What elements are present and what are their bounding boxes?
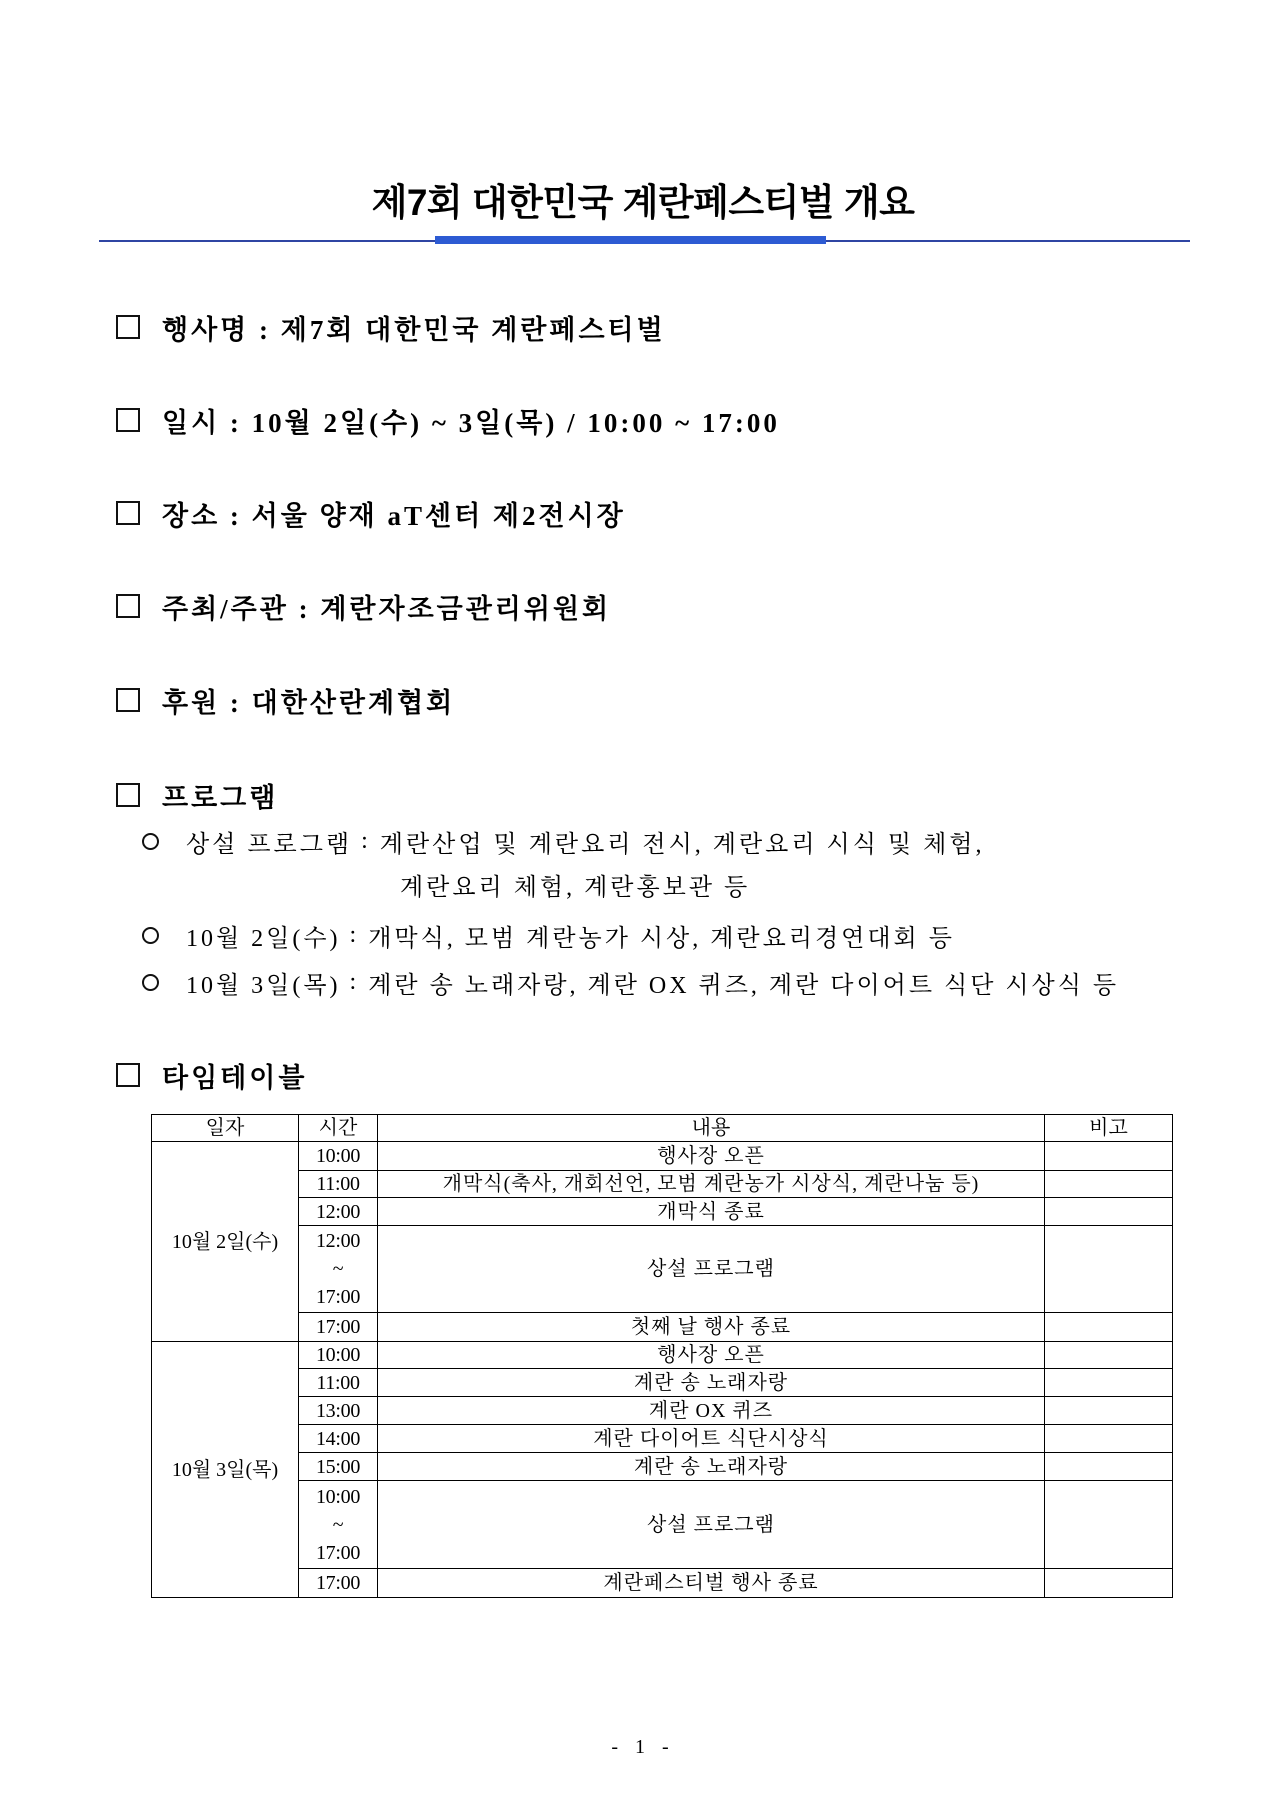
section-text: 주최/주관 : 계란자조금관리위원회 bbox=[162, 593, 612, 624]
note-cell bbox=[1045, 1569, 1173, 1598]
time-start: 12:00 bbox=[315, 1230, 361, 1252]
content-cell: 개막식 종료 bbox=[378, 1198, 1045, 1226]
program-item-separator: : bbox=[361, 827, 371, 854]
time-cell: 10:00 bbox=[299, 1342, 378, 1369]
circle-bullet-icon bbox=[142, 927, 159, 944]
section-program-heading bbox=[116, 777, 278, 813]
time-end: 17:00 bbox=[315, 1541, 361, 1564]
content-cell: 행사장 오픈 bbox=[378, 1142, 1045, 1171]
table-row bbox=[152, 1226, 1173, 1313]
note-cell bbox=[1045, 1198, 1173, 1226]
circle-bullet-icon bbox=[142, 833, 159, 850]
note-cell bbox=[1045, 1171, 1173, 1198]
time-range-tilde: ~ bbox=[332, 1513, 344, 1536]
timetable bbox=[151, 1114, 1173, 1598]
time-cell: 12:00 bbox=[299, 1198, 378, 1226]
content-cell: 계란 송 노래자랑 bbox=[378, 1369, 1045, 1397]
time-cell: 13:00 bbox=[299, 1397, 378, 1425]
program-item-description: 개막식, 모범 계란농가 시상, 계란요리경연대회 등 bbox=[368, 925, 955, 952]
table-row bbox=[152, 1397, 1173, 1425]
note-cell bbox=[1045, 1342, 1173, 1369]
time-cell: 17:00 bbox=[299, 1569, 378, 1598]
time-range-tilde: ~ bbox=[332, 1258, 344, 1280]
square-bullet-icon bbox=[116, 408, 140, 432]
section-text: 프로그램 bbox=[162, 782, 279, 813]
content-cell: 첫째 날 행사 종료 bbox=[378, 1313, 1045, 1342]
square-bullet-icon bbox=[116, 688, 140, 712]
table-row bbox=[152, 1313, 1173, 1342]
document-title: 제7회 대한민국 계란페스티벌 개요 bbox=[371, 182, 915, 223]
time-cell: 11:00 bbox=[299, 1171, 378, 1198]
content-cell: 계란 다이어트 식단시상식 bbox=[378, 1425, 1045, 1453]
day-date-cell: 10월 3일(목) bbox=[152, 1342, 299, 1598]
page-number: - 1 - bbox=[611, 1736, 675, 1758]
section-text: 후원 : 대한산란계협회 bbox=[162, 687, 456, 718]
note-cell bbox=[1045, 1142, 1173, 1171]
program-item-label: 상설 프로그램 bbox=[186, 831, 353, 858]
column-header-time: 시간 bbox=[299, 1115, 378, 1142]
table-row bbox=[152, 1569, 1173, 1598]
section-venue bbox=[116, 495, 626, 531]
content-cell: 개막식(축사, 개회선언, 모범 계란농가 시상식, 계란나눔 등) bbox=[378, 1171, 1045, 1198]
program-item-day1 bbox=[142, 919, 955, 951]
program-item-label: 10월 2일(수) bbox=[186, 925, 341, 952]
program-item-separator: : bbox=[349, 921, 360, 948]
program-item-day2 bbox=[142, 966, 1119, 998]
program-item-description-continued: 계란요리 체험, 계란홍보관 등 bbox=[400, 875, 751, 901]
column-header-date: 일자 bbox=[152, 1115, 299, 1142]
time-end: 17:00 bbox=[315, 1286, 361, 1308]
program-item-separator: : bbox=[349, 968, 360, 995]
time-start: 10:00 bbox=[315, 1485, 361, 1508]
table-row bbox=[152, 1453, 1173, 1481]
table-row bbox=[152, 1369, 1173, 1397]
table-row bbox=[152, 1198, 1173, 1226]
section-text: 장소 : 서울 양재 aT센터 제2전시장 bbox=[162, 500, 626, 531]
time-cell: 10:00 bbox=[299, 1142, 378, 1171]
square-bullet-icon bbox=[116, 783, 140, 807]
square-bullet-icon bbox=[116, 501, 140, 525]
table-row bbox=[152, 1142, 1173, 1171]
circle-bullet-icon bbox=[142, 974, 159, 991]
square-bullet-icon bbox=[116, 315, 140, 339]
section-text: 일시 : 10월 2일(수) ~ 3일(목) / 10:00 ~ 17:00 bbox=[162, 407, 780, 438]
program-item-description: 계란 송 노래자랑, 계란 OX 퀴즈, 계란 다이어트 식단 시상식 등 bbox=[368, 972, 1120, 999]
time-cell: 11:00 bbox=[299, 1369, 378, 1397]
time-cell: 17:00 bbox=[299, 1313, 378, 1342]
note-cell bbox=[1045, 1481, 1173, 1569]
program-item-description: 계란산업 및 계란요리 전시, 계란요리 시식 및 체험, bbox=[379, 831, 985, 858]
section-timetable-heading bbox=[116, 1057, 307, 1093]
content-cell: 계란 송 노래자랑 bbox=[378, 1453, 1045, 1481]
content-cell: 행사장 오픈 bbox=[378, 1342, 1045, 1369]
note-cell bbox=[1045, 1226, 1173, 1313]
table-row bbox=[152, 1425, 1173, 1453]
time-range-cell bbox=[299, 1481, 378, 1569]
content-cell: 상설 프로그램 bbox=[378, 1481, 1045, 1569]
square-bullet-icon bbox=[116, 594, 140, 618]
section-schedule bbox=[116, 402, 780, 438]
note-cell bbox=[1045, 1397, 1173, 1425]
note-cell bbox=[1045, 1369, 1173, 1397]
program-item-label: 10월 3일(목) bbox=[186, 972, 341, 999]
note-cell bbox=[1045, 1453, 1173, 1481]
column-header-note: 비고 bbox=[1045, 1115, 1173, 1142]
table-row bbox=[152, 1171, 1173, 1198]
content-cell: 계란페스티벌 행사 종료 bbox=[378, 1569, 1045, 1598]
table-header-row bbox=[152, 1115, 1173, 1142]
title-accent-bar bbox=[435, 236, 826, 244]
section-text: 타임테이블 bbox=[162, 1062, 308, 1093]
time-cell: 14:00 bbox=[299, 1425, 378, 1453]
section-organizer bbox=[116, 588, 611, 624]
time-cell: 15:00 bbox=[299, 1453, 378, 1481]
section-text: 행사명 : 제7회 대한민국 계란페스티벌 bbox=[162, 314, 666, 345]
content-cell: 상설 프로그램 bbox=[378, 1226, 1045, 1313]
note-cell bbox=[1045, 1425, 1173, 1453]
program-item-permanent bbox=[142, 825, 984, 857]
section-sponsor bbox=[116, 682, 455, 718]
table-row bbox=[152, 1342, 1173, 1369]
square-bullet-icon bbox=[116, 1063, 140, 1087]
content-cell: 계란 OX 퀴즈 bbox=[378, 1397, 1045, 1425]
table-row bbox=[152, 1481, 1173, 1569]
note-cell bbox=[1045, 1313, 1173, 1342]
time-range-cell bbox=[299, 1226, 378, 1313]
day-date-cell: 10월 2일(수) bbox=[152, 1142, 299, 1342]
column-header-content: 내용 bbox=[378, 1115, 1045, 1142]
section-event-name bbox=[116, 309, 666, 345]
